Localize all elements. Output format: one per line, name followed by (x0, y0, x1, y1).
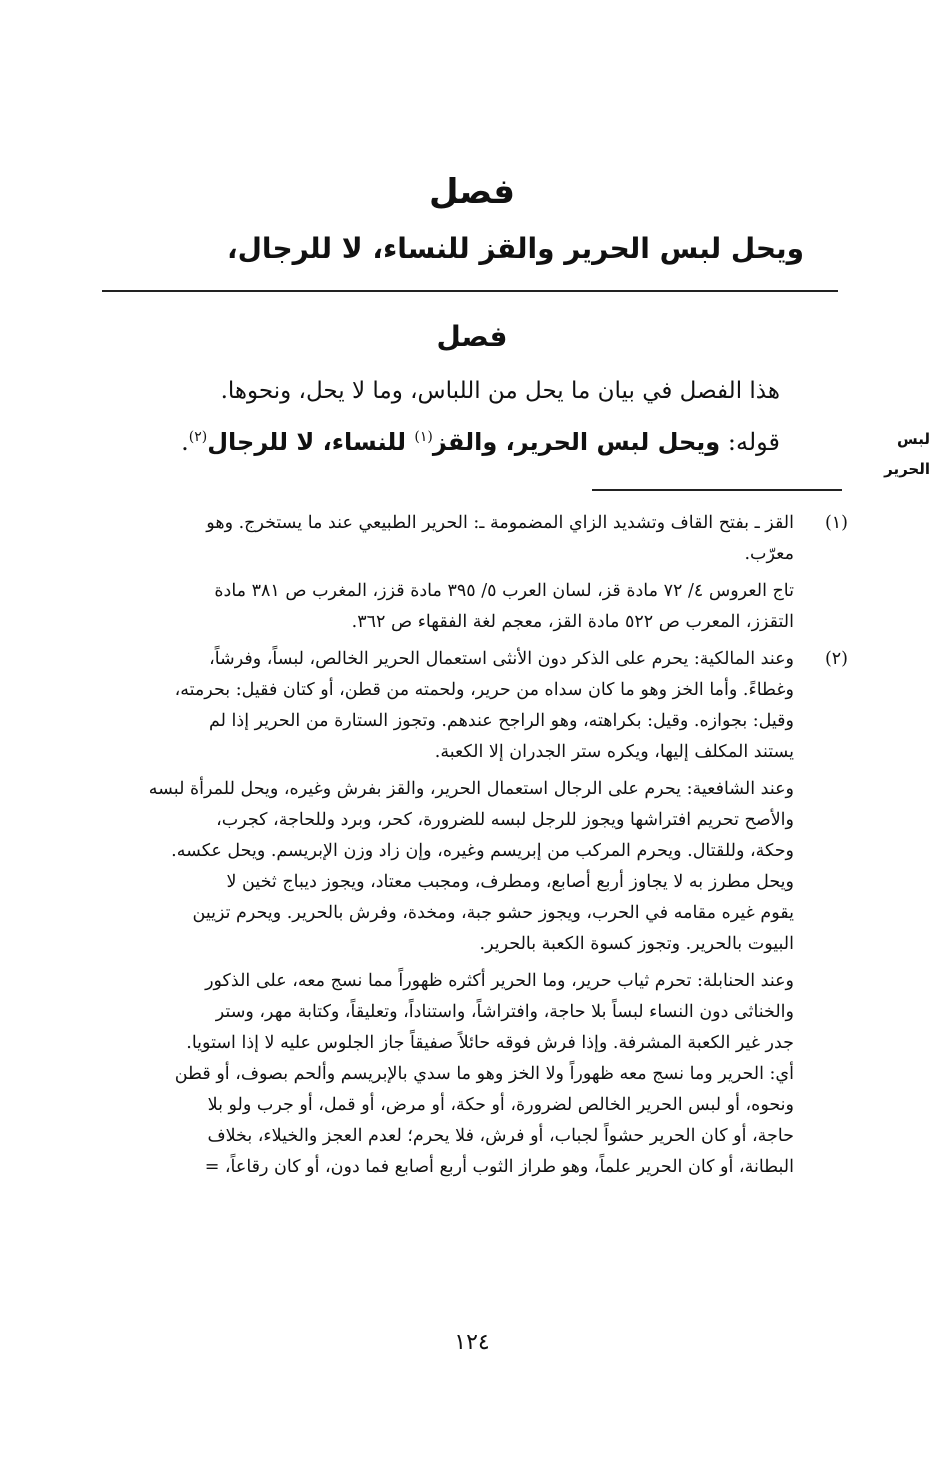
footnote-line: يستند المكلف إليها، ويكره ستر الجدران إلا الكعبة. (434, 742, 794, 762)
footnote-ref-2[interactable]: (٢) (188, 429, 208, 445)
quote-lead: قوله: (720, 428, 780, 456)
footnote-line: وقيل: بجوازه. وقيل: بكراهته، وهو الراجح عندهم. وتجوز الستارة من الحرير إذا لم (209, 711, 794, 731)
footnote-line: التقزز، المعرب ص ٥٢٢ مادة القز، معجم لغة الفقهاء ص ٣٦٢. (351, 612, 794, 632)
footnote-line: وغطاءً. وأما الخز وهو ما كان سداه من حرير، ولحمته من قطن، أو كتان فقيل: بحرمته، (174, 680, 794, 700)
footnotes (90, 508, 848, 1189)
matn-text: ويحل لبس الحرير والقز للنساء، لا للرجال، (227, 232, 804, 265)
footnote-paragraph (90, 508, 794, 570)
footnote (90, 644, 848, 1183)
quote-tail: . (181, 428, 189, 456)
footnote-line: يقوم غيره مقامه في الحرب، ويجوز حشو جبة، ومخدة، وفرش بالحرير. ويحرم تزيين (192, 903, 794, 923)
margin-note-line: الحرير (884, 460, 930, 478)
footnote-paragraph (90, 644, 794, 768)
footnote-line: وعند المالكية: يحرم على الذكر دون الأنثى استعمال الحرير الخالص، لبساً، وفرشاً، (209, 649, 794, 669)
footnote-number: (١) (824, 513, 848, 533)
footnote-paragraph (90, 774, 794, 960)
footnote-line: البيوت بالحرير. وتجوز كسوة الكعبة بالحرير. (479, 934, 794, 954)
footnote-line: البطانة، أو كان الحرير علماً، وهو طراز الثوب أربع أصابع فما دون، أو كان رقاعاً، = (204, 1157, 794, 1177)
footnote-line: والأصح تحريم افتراشها ويجوز للرجل لبسه للضرورة، كحر، وبرد وللحاجة، كجرب، (216, 810, 794, 830)
footnote-line: تاج العروس ٤/ ٧٢ مادة قز، لسان العرب ٥/ ٣٩٥ مادة قزز، المغرب ص ٣٨١ مادة (214, 581, 794, 601)
footnote-paragraph (90, 576, 794, 638)
footnote-line: أي: الحرير وما نسج معه ظهوراً ولا الخز وهو ما سدي بالإبريسم وألحم بصوف، أو قطن (174, 1064, 794, 1084)
chapter-heading: فصل (428, 172, 516, 212)
quote-bold-part1: ويحل لبس الحرير، والقز (432, 428, 721, 456)
footnote-ref-1[interactable]: (١) (414, 429, 433, 445)
footnote-line: وعند الشافعية: يحرم على الرجال استعمال الحرير، والقز بفرش وغيره، ويحل للمرأة لبسه (148, 779, 794, 799)
footnote-line: معرّب. (744, 544, 794, 564)
page-number: ١٢٤ (454, 1330, 490, 1355)
intro-paragraph: هذا الفصل في بيان ما يحل من اللباس، وما لا يحل، ونحوها. (220, 378, 780, 404)
footnote-line: وعند الحنابلة: تحرم ثياب حرير، وما الحرير أكثره ظهوراً مما نسج معه، على الذكور (205, 971, 794, 991)
footnote-line: القز ـ بفتح القاف وتشديد الزاي المضمومة ـ: الحرير الطبيعي عند ما يستخرج. وهو (206, 513, 794, 533)
footnote (90, 508, 848, 638)
footnote-number: (٢) (824, 649, 848, 669)
section-heading: فصل (436, 320, 508, 353)
quote-bold-part2: للنساء، لا للرجال (207, 428, 415, 456)
footnote-line: والخناثى دون النساء لبساً بلا حاجة، وافتراشاً، واستناداً، وتعليقاً، وكتابة مهر، وستر (215, 1002, 794, 1022)
footnote-line: ويحل مطرز به لا يجاوز أربع أصابع، ومطرف، ومجبب معتاد، ويجوز ديباج ثخين لا (226, 872, 794, 892)
footnote-line: وحكة، وللقتال. ويحرم المركب من إبريسم وغيره، وإن زاد وزن الإبريسم. ويحل عكسه. (171, 841, 794, 861)
footnote-divider (592, 489, 842, 491)
footnote-line: جدر غير الكعبة المشرفة. وإذا فرش فوقه حائلاً صفيقاً جاز الجلوس عليه لا إذا استويا. (186, 1033, 794, 1053)
matn-divider (102, 290, 838, 292)
quote-line (120, 416, 780, 463)
footnote-line: حاجة، أو كان الحرير حشواً لجباب، أو فرش، فلا يحرم؛ لعدم العجز والخيلاء، بخلاف (207, 1126, 794, 1146)
footnote-paragraph (90, 966, 794, 1183)
margin-note (870, 424, 930, 484)
margin-note-line: لبس (897, 430, 930, 448)
footnote-line: ونحوه، أو لبس الحرير الخالص لضرورة، أو حكة، أو مرض، أو قمل، أو جرب ولو بلا (207, 1095, 794, 1115)
